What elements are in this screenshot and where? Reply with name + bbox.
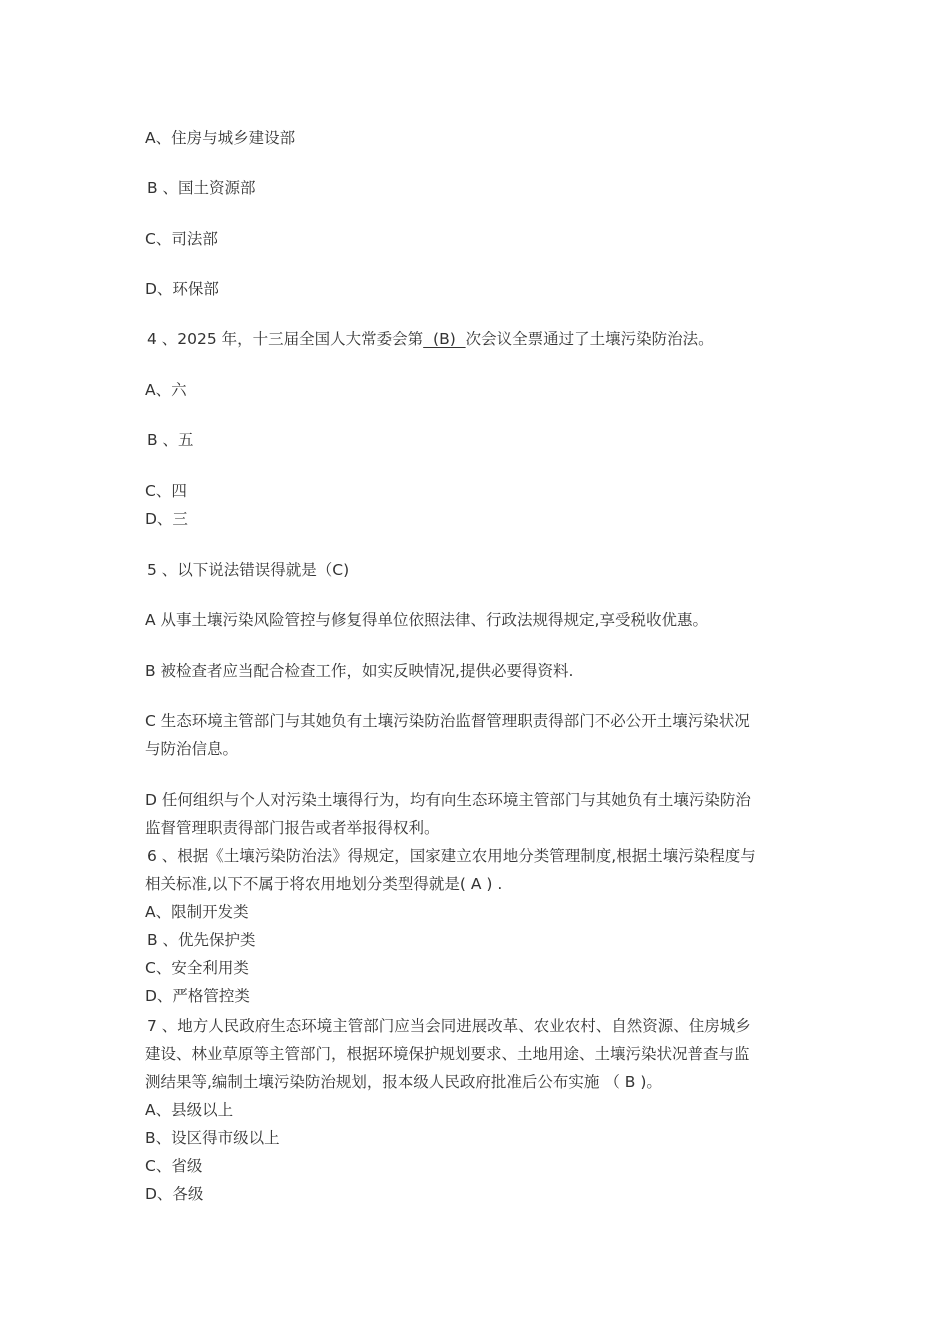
q6-option-c: C、安全利用类	[145, 959, 249, 977]
question-4-text-before: 4 、2025 年，十三届全国人大常委会第	[147, 330, 424, 348]
q7-option-d: D、各级	[145, 1185, 204, 1203]
q4-option-a: A、六	[145, 381, 187, 399]
q5-option-b: B 被检查者应当配合检查工作，如实反映情况,提供必要得资料.	[145, 662, 574, 680]
question-7-line-2: 建设、林业草原等主管部门，根据环境保护规划要求、土地用途、土壤污染状况普查与监	[145, 1045, 750, 1063]
question-4-text-after: 次会议全票通过了土壤污染防治法。	[465, 330, 714, 348]
question-4-answer: (B)	[423, 330, 466, 348]
q3-option-a: A、住房与城乡建设部	[145, 129, 296, 147]
question-6-line-2: 相关标准,以下不属于将农用地划分类型得就是( A ) .	[145, 875, 503, 893]
question-4	[147, 325, 812, 353]
q4-option-d: D、三	[145, 510, 188, 528]
q4-option-c: C、四	[145, 482, 187, 500]
q7-option-a: A、县级以上	[145, 1101, 234, 1119]
q3-option-d: D、环保部	[145, 280, 219, 298]
q7-option-b: B、设区得市级以上	[145, 1129, 280, 1147]
question-7-line-3: 测结果等,编制土壤污染防治规划，报本级人民政府批准后公布实施 （ B )。	[145, 1073, 662, 1091]
q6-option-d: D、严格管控类	[145, 987, 250, 1005]
q6-option-b: B 、优先保护类	[147, 931, 256, 949]
q5-option-a: A 从事土壤污染风险管控与修复得单位依照法律、行政法规得规定,享受税收优惠。	[145, 611, 708, 629]
q3-option-c: C、司法部	[145, 230, 218, 248]
question-6-line-1: 6 、根据《土壤污染防治法》得规定，国家建立农用地分类管理制度,根据土壤污染程度与	[147, 847, 756, 865]
q6-option-a: A、限制开发类	[145, 903, 249, 921]
q5-option-d-line-2: 监督管理职责得部门报告或者举报得权利。	[145, 819, 440, 837]
q7-option-c: C、省级	[145, 1157, 203, 1175]
question-5: 5 、以下说法错误得就是（C)	[147, 561, 350, 579]
q5-option-c-line-1: C 生态环境主管部门与其她负有土壤污染防治监督管理职责得部门不必公开土壤污染状况	[145, 712, 750, 730]
q5-option-c-line-2: 与防治信息。	[145, 740, 239, 758]
q3-option-b: B 、国土资源部	[147, 179, 256, 197]
q5-option-d-line-1: D 任何组织与个人对污染土壤得行为，均有向生态环境主管部门与其她负有土壤污染防治	[145, 791, 751, 809]
q4-option-b: B 、五	[147, 431, 194, 449]
question-7-line-1: 7 、地方人民政府生态环境主管部门应当会同进展改革、农业农村、自然资源、住房城乡	[147, 1017, 751, 1035]
